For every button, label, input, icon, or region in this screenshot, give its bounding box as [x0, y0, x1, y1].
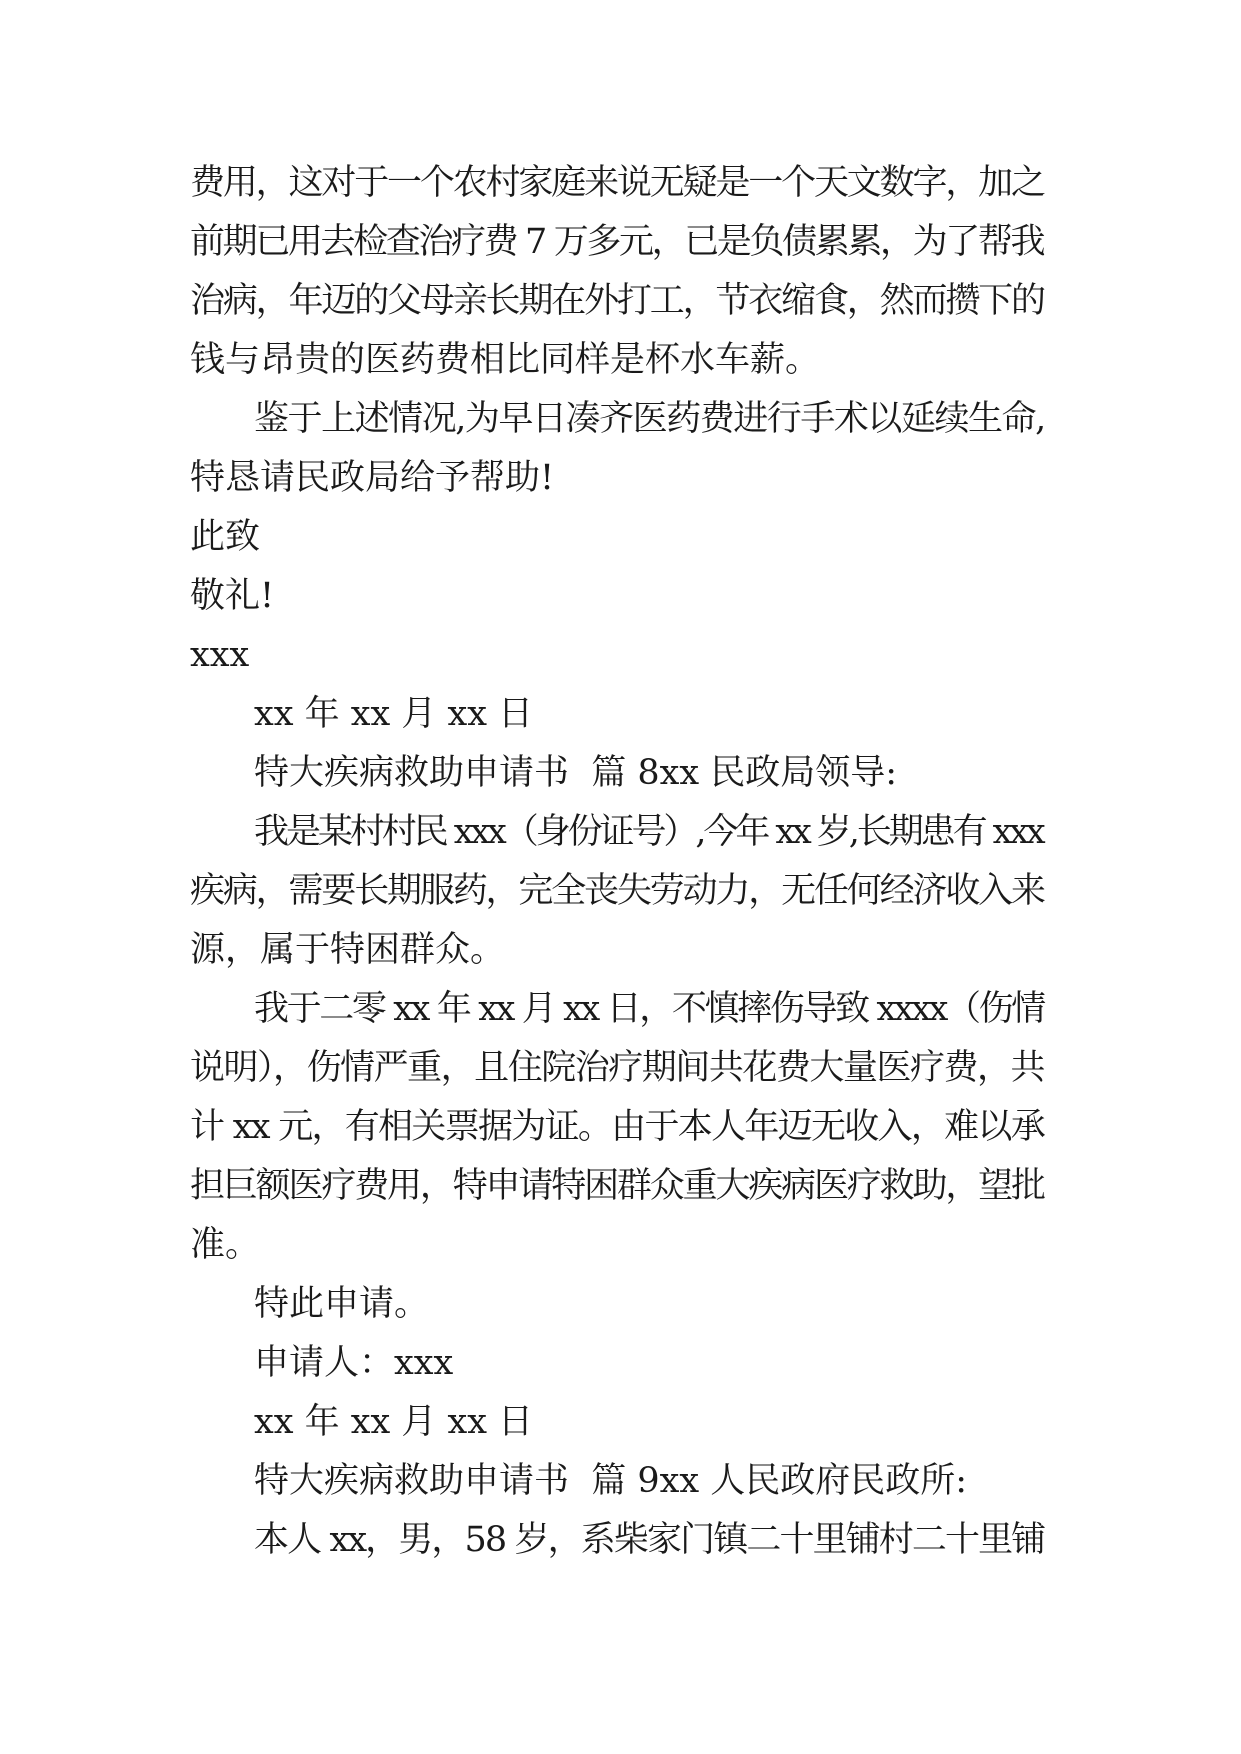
text-line: 本人 xx，男，58 岁，系柴家门镇二十里铺村二十里铺 — [254, 1520, 1045, 1560]
text-line: 前期已用去检查治疗费 7 万多元，已是负债累累，为了帮我 — [190, 222, 1044, 262]
text-line: 说明），伤情严重，且住院治疗期间共花费大量医疗费，共 — [190, 1048, 1045, 1088]
date-line: xx 年 xx 月 xx 日 — [254, 694, 534, 734]
text-line: 计 xx 元，有相关票据为证。由于本人年迈无收入，难以承 — [190, 1107, 1045, 1147]
text-line: 治病，年迈的父母亲长期在外打工，节衣缩食，然而攒下的 — [190, 281, 1044, 321]
section-heading: 特大疾病救助申请书 篇 8xx 民政局领导: — [254, 753, 898, 793]
signature-name: xxx — [190, 635, 250, 675]
section-heading: 特大疾病救助申请书 篇 9xx 人民政府民政所: — [254, 1461, 968, 1501]
text-line: 准。 — [190, 1225, 261, 1265]
text-line: 源，属于特困群众。 — [190, 930, 506, 970]
applicant-line: 申请人：xxx — [254, 1343, 454, 1383]
text-line: 费用，这对于一个农村家庭来说无疑是一个天文数字，加之 — [190, 163, 1044, 203]
text-line: 特恳请民政局给予帮助! — [190, 458, 555, 498]
text-line: 特此申请。 — [254, 1284, 430, 1324]
text-line: 钱与昂贵的医药费相比同样是杯水车薪。 — [190, 340, 821, 380]
closing-salutation: 敬礼! — [190, 576, 275, 616]
text-line: 我是某村村民 xxx（身份证号）,今年 xx 岁,长期患有 xxx — [254, 812, 1043, 852]
text-line: 担巨额医疗费用，特申请特困群众重大疾病医疗救助，望批 — [190, 1166, 1044, 1206]
text-line: 疾病，需要长期服药，完全丧失劳动力，无任何经济收入来 — [190, 871, 1044, 911]
text-line: 鉴于上述情况,为早日凑齐医药费进行手术以延续生命, — [254, 399, 1045, 439]
text-line: 我于二零 xx 年 xx 月 xx 日，不慎摔伤导致 xxxx（伤情 — [254, 989, 1044, 1029]
date-line: xx 年 xx 月 xx 日 — [254, 1402, 534, 1442]
closing-salutation: 此致 — [190, 517, 261, 557]
